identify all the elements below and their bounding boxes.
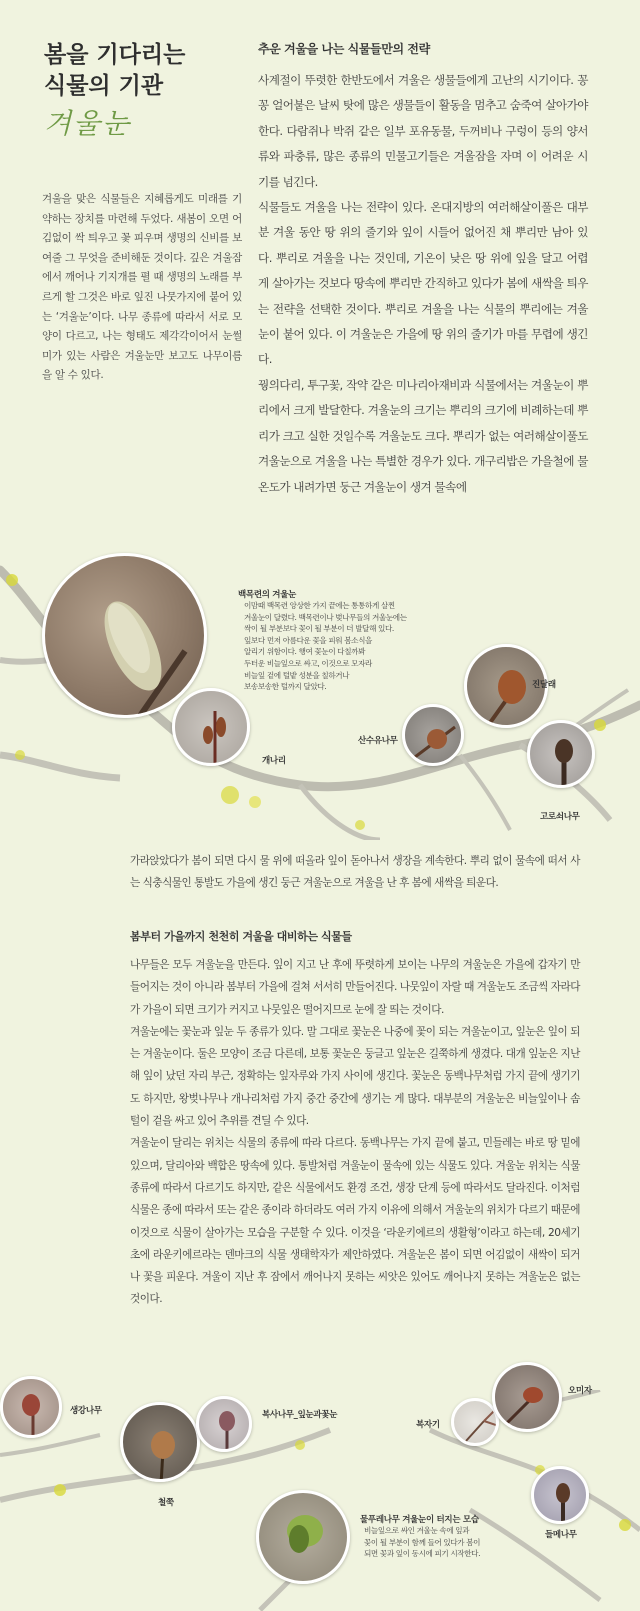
- magnolia-caption-title: 백목련의 겨울눈: [238, 590, 297, 600]
- section2-paragraph: 겨울눈에는 꽃눈과 잎눈 두 종류가 있다. 말 그대로 꽃눈은 나중에 꽃이 되는 겨울눈이고, 잎눈은 잎이 되는 겨울눈이다. 둘은 모양이 조금 다른데, 보통 꽃눈은 둥글고 잎눈은 길쭉하게 생겼다. 대개 잎눈은 지난해 잎이 났던 자리 부근, 정확하는 잎자루와 가지 사이에 생긴다. 꽃눈은 동백나무처럼 가지 끝에 생기기도 하지만, 왕벚나무나 개나리처럼 가지 중간 중간에 생기는 게 많다. 대부분의 겨울눈은 비늘잎이나 솜털이 겉을 싸고 있어 추위를 견딜 수 있다.: [130, 1025, 580, 1128]
- omija-label: 오미자: [568, 1386, 592, 1396]
- gaenari-label: 개나리: [262, 756, 286, 766]
- section1-continuation: 가라앉았다가 봄이 되면 다시 물 위에 떠올라 잎이 돋아나서 생장을 계속한다. 뿌리 없이 물속에 떠서 사는 식충식물인 통발도 가을에 생긴 둥근 겨울눈으로 겨울을 난 후 봄에 새싹을 틔운다.: [130, 855, 580, 890]
- section2-heading: 봄부터 가을까지 천천히 겨울을 대비하는 식물들: [130, 930, 352, 943]
- omija-photo: [492, 1362, 562, 1432]
- section1-paragraph: 사계절이 뚜렷한 한반도에서 겨울은 생물들에게 고난의 시기이다. 꽁꽁 얼어붙은 날씨 탓에 많은 생물들이 활동을 멈추고 숨죽여 살아가야 한다. 다람쥐나 박쥐 같은 일부 포유동물, 두꺼비나 구렁이 등의 양서류와 파충류, 많은 종류의 민물고기들은 겨울잠을 자며 이 어려운 시기를 넘긴다.: [258, 73, 588, 189]
- goroshoe-photo: [527, 720, 595, 788]
- goroshoe-label: 고로쇠나무: [540, 812, 580, 822]
- script-title: 겨울눈: [44, 107, 132, 140]
- section1-heading: 추운 겨울을 나는 식물들만의 전략: [258, 42, 430, 56]
- sansuyu-label: 산수유나무: [358, 736, 398, 746]
- section1-paragraph: 꿩의다리, 투구꽃, 작약 같은 미나리아재비과 식물에서는 겨울눈이 뿌리에서 크게 발달한다. 겨울눈의 크기는 뿌리의 크기에 비례하는데 뿌리가 크고 실한 것일수록 겨울눈도 크다. 뿌리가 없는 여러해살이풀도 겨울눈으로 겨울을 나는 특별한 경우가 있다. 개구리밥은 가을철에 물 온도가 내려가면 둥근 겨울눈이 생겨 물속에: [258, 377, 588, 494]
- cheoljjuk-photo: [120, 1402, 200, 1482]
- section2-paragraph: 겨울눈이 달리는 위치는 식물의 종류에 따라 다르다. 동백나무는 가지 끝에 붙고, 민들레는 바로 땅 밑에 있으며, 달리아와 백합은 땅속에 있다. 통발처럼 겨울눈이 물속에 있는 식물도 있다. 겨울눈 위치는 식물 종류에 따라서 다르기도 하지만, 같은 식물에서도 환경 조건, 생장 단계 등에 따라서도 달라진다. 이처럼 식물은 종에 따라서 또는 같은 종이라 하더라도 여러 가지 이유에 의해서 겨울눈의 위치가 다르기 때문에 이것으로 식물이 살아가는 모습을 구분할 수 있다. 이것을 ‘라운키에르의 생활형’이라고 하는데, 20세기 초에 라운키에르라는 덴마크의 식물 생태학자가 제안하였다. 겨울눈은 봄이 되면 어김없이 새싹이 되거나 꽃을 피운다. 겨울이 지난 후 잠에서 깨어나지 못하는 씨앗은 있어도 깨어나지 못하는 겨울눈은 없는 것이다.: [130, 1137, 580, 1306]
- main-title: 봄을 기다리는 식물의 기관: [44, 42, 186, 99]
- dulle-label: 들메나무: [545, 1530, 577, 1540]
- section2-paragraph: 나무들은 모두 겨울눈을 만든다. 잎이 지고 난 후에 뚜렷하게 보이는 나무의 겨울눈은 가을에 갑자기 만들어지는 것이 아니라 봄부터 가을에 걸쳐 서서히 만들어진다. 나뭇잎이 자랄 때 겨울눈도 조금씩 자라다가 가을이 되면 크기가 커지고 나뭇잎은 떨어지므로 눈에 잘 띄는 것이다.: [130, 959, 580, 1016]
- magnolia-photo: [42, 553, 207, 718]
- boksanamu-label: 복사나무_잎눈과꽃눈: [262, 1410, 338, 1420]
- jindallae-label: 진달래: [532, 680, 556, 690]
- bokjagi-label: 복자기: [416, 1420, 440, 1430]
- boksanamu-photo: [196, 1396, 252, 1452]
- saenggang-label: 생강나무: [70, 1406, 102, 1416]
- section2-body: [130, 954, 580, 1311]
- dulle-photo: [531, 1466, 589, 1524]
- magnolia-caption-desc: 이맘때 백목련 앙상한 가지 끝에는 통통하게 살찐 겨울눈이 달렸다. 백목련이나 벚나무들의 겨울눈에는 싹이 될 부분보다 꽃이 될 부분이 더 발달해 있다. 잎보다 먼저 아름다운 꽃을 피워 봄소식을 알리기 위함이다. 행여 꽃눈이 다칠까봐 두터운 비늘잎으로 싸고, 이것으로 모자라 비늘잎 겉에 털밭 성분을 칠하거나 보송보송한 털까지 달았다.: [244, 601, 407, 692]
- mulpure-photo: [256, 1490, 350, 1584]
- bokjagi-photo: [451, 1398, 499, 1446]
- mulpure-caption-title: 물푸레나무 겨울눈이 터지는 모습: [360, 1515, 479, 1525]
- saenggang-photo: [0, 1376, 62, 1438]
- intro-text: 겨울을 맞은 식물들은 지혜롭게도 미래를 기약하는 장치를 마련해 두었다. 새봄이 오면 어김없이 싹 틔우고 꽃 피우며 생명의 신비를 보여줄 그 무엇을 준비해둔 것이다. 깊은 겨울잠에서 깨어나 기지개를 펼 때 생명의 노래를 부르게 할 그것은 바로 잎진 나뭇가지에 붙어 있는 ‘겨울눈’이다. 나무 종류에 따라서 서로 모양이 다르고, 나는 형태도 제각각이어서 눈썰미가 있는 사람은 겨울눈만 보고도 나무이름을 알 수 있다.: [42, 193, 242, 382]
- cheoljjuk-label: 철쭉: [158, 1498, 174, 1508]
- section1-paragraph: 식물들도 겨울을 나는 전략이 있다. 온대지방의 여러해살이풀은 대부분 겨울 동안 땅 위의 줄기와 잎이 시들어 없어진 채 뿌리만 남아 있다. 뿌리로 겨울을 나는 것인데, 기온이 낮은 땅 위에 잎을 달고 어렵게 살아가는 것보다 땅속에 뿌리만 간직하고 있다가 봄에 새싹을 틔우는 전략을 선택한 것이다. 뿌리로 겨울을 나는 식물의 뿌리에는 겨울눈이 붙어 있다. 이 겨울눈은 가을에 땅 위의 줄기가 마를 무렵에 생긴다.: [258, 200, 588, 367]
- section1-body: [258, 68, 588, 500]
- sansuyu-photo: [402, 704, 464, 766]
- gaenari-photo: [172, 688, 250, 766]
- mulpure-caption-desc: 비늘잎으로 싸인 겨울눈 속에 잎과 꽃이 될 부분이 함께 들어 있다가 봄이 되면 꽃과 잎이 동시에 피기 시작한다.: [364, 1526, 481, 1559]
